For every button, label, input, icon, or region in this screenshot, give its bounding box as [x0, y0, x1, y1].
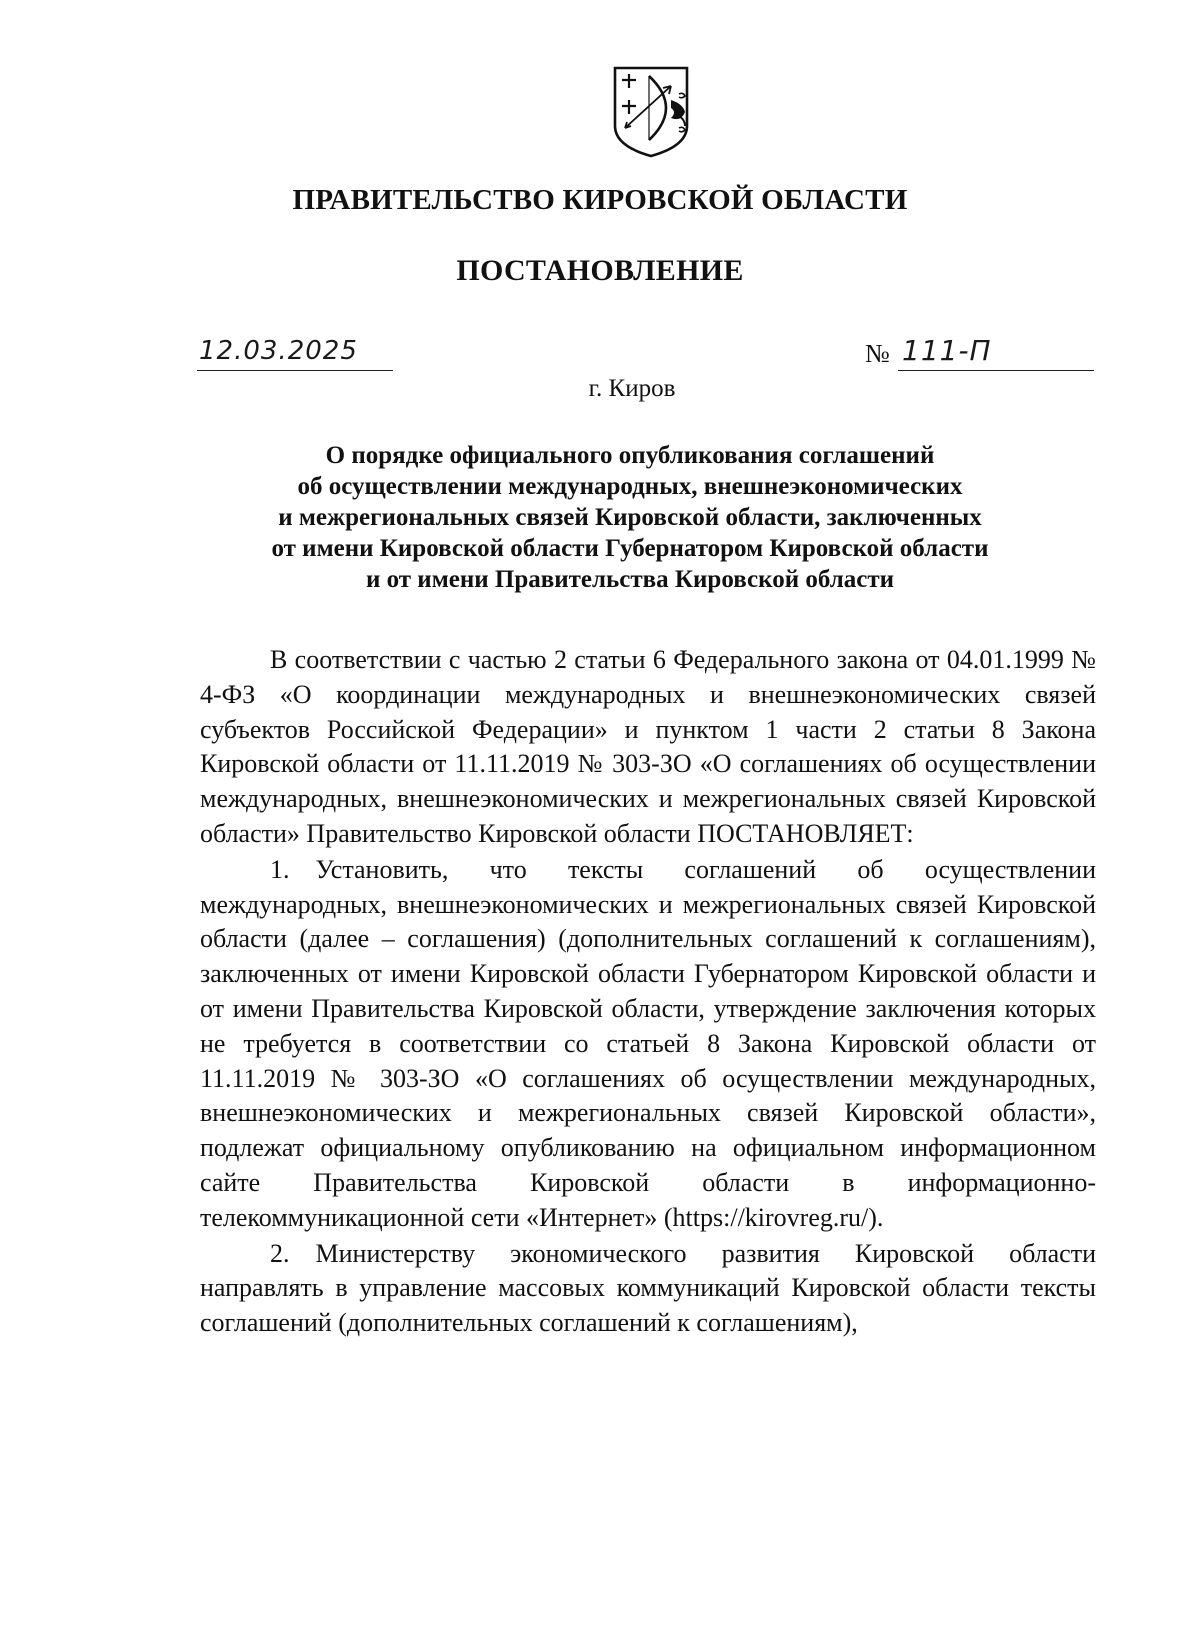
date-field — [197, 334, 393, 371]
number-label: № — [865, 339, 890, 368]
document-subject — [200, 440, 1060, 595]
date-value: 12.03.2025 — [199, 336, 358, 366]
subject-line: об осуществлении международных, внешнеэкономических — [297, 473, 963, 500]
item-1-paragraph: 1. Установить, что тексты соглашений об осуществлении международных, внешнеэкономических и межрегиональных связей Кировской области (далее – соглашения) (дополнительных соглашений к соглашениям), заключенных от имени Кировской области Губернатором Кировской области и от имени Правительства Кировской области, утверждение заключения которых не требуется в соответствии со статьей 8 Закона Кировской области от 11.11.2019 № 303-ЗО «О соглашениях об осуществлении международных, внешнеэкономических и межрегиональных связей Кировской области», подлежат официальному опубликованию на официальном информационном сайте Правительства Кировской области в информационно-телекоммуникационной сети «Интернет» (https://kirovreg.ru/). — [200, 854, 1096, 1232]
document-type: ПОСТАНОВЛЕНИЕ — [456, 254, 744, 287]
subject-line: и межрегиональных связей Кировской области, заключенных — [278, 504, 982, 531]
subject-line: и от имени Правительства Кировской области — [365, 566, 895, 593]
government-title: ПРАВИТЕЛЬСТВО КИРОВСКОЙ ОБЛАСТИ — [292, 184, 908, 216]
document-body — [200, 643, 1096, 1341]
number-value: 111-П — [902, 334, 992, 367]
subject-line: О порядке официального опубликования соглашений — [325, 442, 935, 469]
kirov-coat-of-arms-icon — [611, 64, 691, 158]
subject-line: от имени Кировской области Губернатором Кировской области — [271, 535, 989, 562]
city: г. Киров — [588, 375, 676, 402]
preamble-paragraph: В соответствии с частью 2 статьи 6 Федерального закона от 04.01.1999 № 4-ФЗ «О координации международных и внешнеэкономических связей субъектов Российской Федерации» и пунктом 1 части 2 статьи 8 Закона Кировской области от 11.11.2019 № 303-ЗО «О соглашениях об осуществлении международных, внешнеэкономических и межрегиональных связей Кировской области» Правительство Кировской области ПОСТАНОВЛЯЕТ: — [200, 645, 1096, 848]
number-field — [898, 334, 1094, 371]
item-2-paragraph: 2. Министерству экономического развития Кировской области направлять в управление массовых коммуникаций Кировской области тексты соглашений (дополнительных соглашений к соглашениям), — [200, 1238, 1096, 1338]
